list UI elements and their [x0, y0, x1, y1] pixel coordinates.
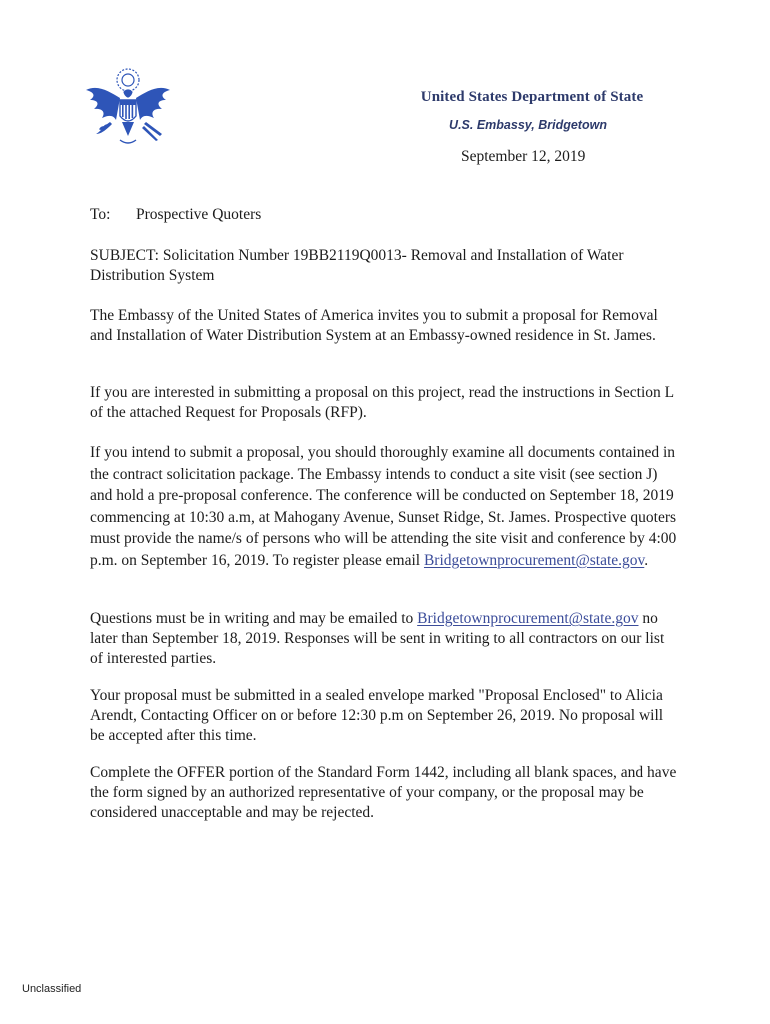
subject-line: SUBJECT: Solicitation Number 19BB2119Q0013- Removal and Installation of Water Distribution System: [90, 247, 624, 284]
site-visit-paragraph: [90, 442, 680, 571]
addressee-label: To:: [90, 206, 111, 223]
department-name: United States Department of State: [420, 89, 644, 105]
letter-date: September 12, 2019: [461, 148, 586, 165]
questions-paragraph: [90, 609, 680, 669]
questions-email-link[interactable]: Bridgetownprocurement@state.gov: [417, 610, 639, 627]
classification-marking: Unclassified: [22, 983, 82, 995]
offer-paragraph: Complete the OFFER portion of the Standard Form 1442, including all blank spaces, and have the form signed by an authorized representative of your company, or the proposal may be considered unacceptable and may be rejected.: [90, 764, 677, 821]
great-seal-eagle-icon: [80, 62, 176, 152]
registration-email-link[interactable]: Bridgetownprocurement@state.gov: [423, 551, 645, 569]
questions-text-end: no later than September 18, 2019. Responses will be sent in writing to all contractors on our list of interested parties.: [90, 610, 665, 667]
embassy-name: U.S. Embassy, Bridgetown: [449, 118, 607, 132]
addressee-name: Prospective Quoters: [136, 206, 262, 223]
site-visit-end: .: [644, 551, 649, 569]
submission-paragraph: Your proposal must be submitted in a sealed envelope marked "Proposal Enclosed" to Alicia Arendt, Contacting Officer on or before 12:30 p.m on September 26, 2019. No proposal will be accepted after this time.: [90, 687, 664, 744]
questions-text: Questions must be in writing and may be emailed to: [90, 610, 418, 627]
site-visit-text: If you intend to submit a proposal, you should thoroughly examine all documents contained in the contract solicitation package. The Embassy intends to conduct a site visit (see section J) and hold a pre-proposal conference. The conference will be conducted on September 18, 2019 commencing at 10:30 a.m, at Mahogany Avenue, Sunset Ridge, St. James. Prospective quoters must provide the name/s of persons who will be attending the site visit and conference by 4:00 p.m. on September 16, 2019. To register please email: [90, 444, 677, 569]
addressee-line: [90, 205, 680, 225]
invitation-paragraph: The Embassy of the United States of America invites you to submit a proposal for Removal and Installation of Water Distribution System at an Embassy-owned residence in St. James.: [90, 307, 658, 344]
instructions-paragraph: If you are interested in submitting a proposal on this project, read the instructions in Section L of the attached Request for Proposals (RFP).: [90, 384, 674, 421]
